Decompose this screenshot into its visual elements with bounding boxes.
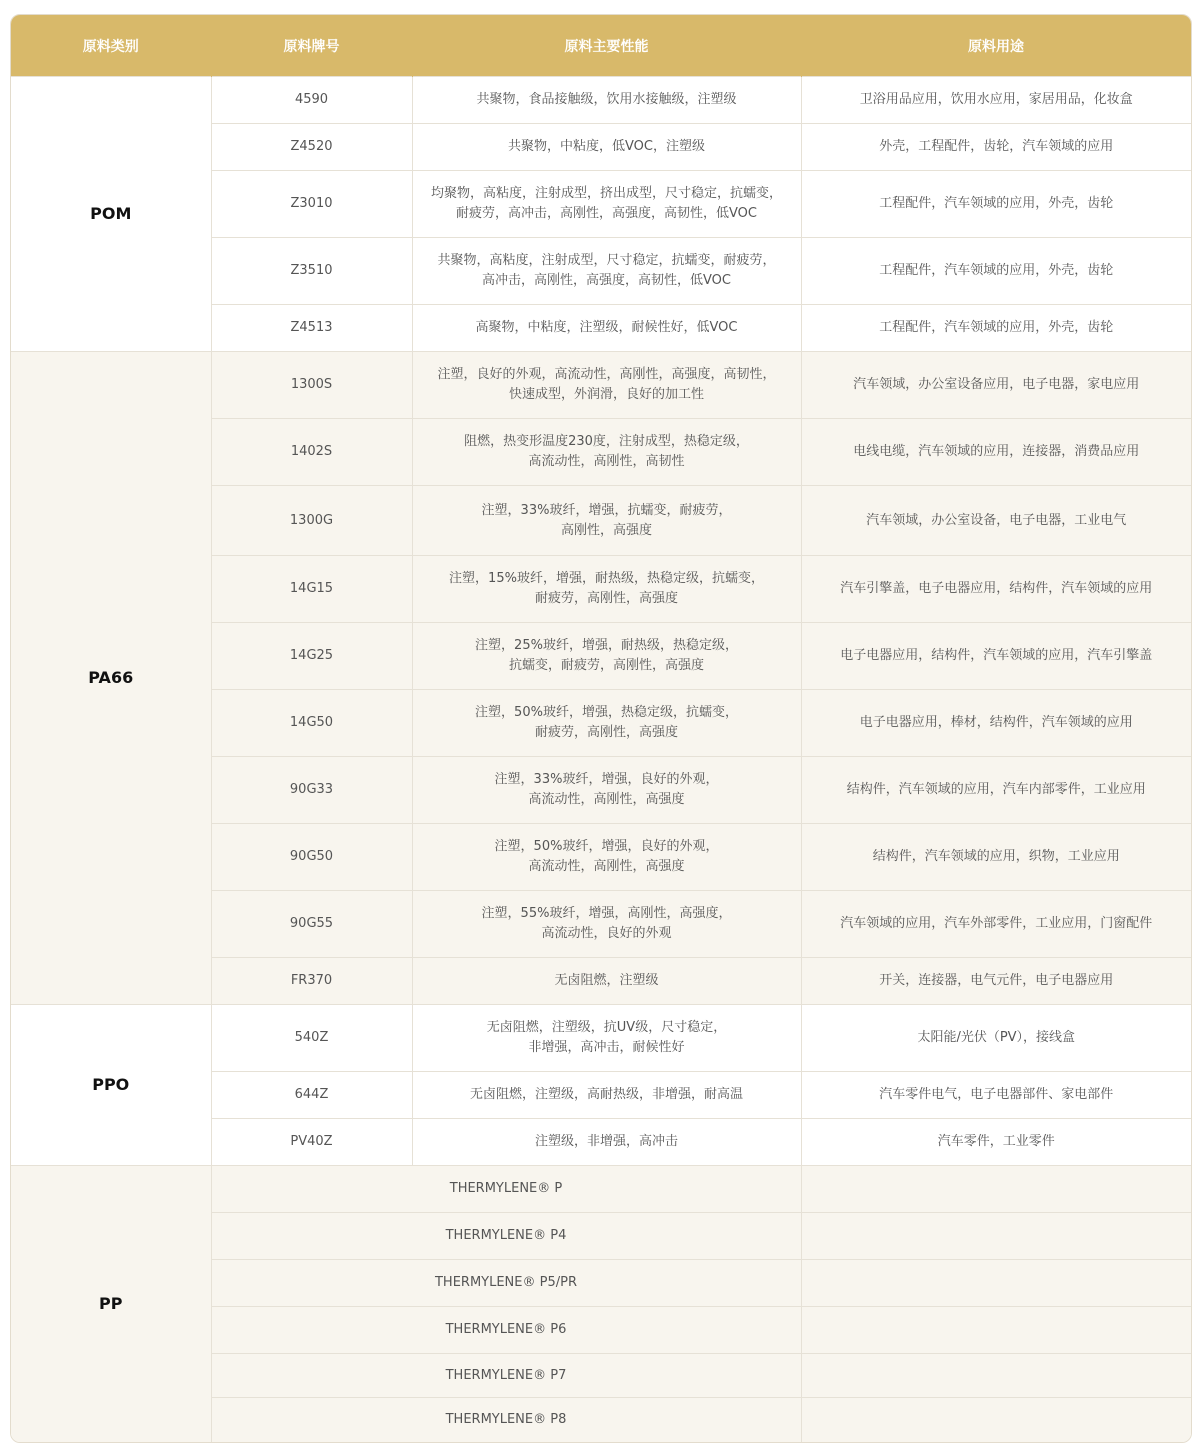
usage-cell [801,1398,1191,1442]
grade-cell: THERMYLENE® P7 [211,1354,801,1398]
grade-cell: THERMYLENE® P [211,1166,801,1213]
usage-cell: 工程配件，汽车领域的应用，外壳，齿轮 [801,238,1191,305]
grade-cell: 1402S [211,419,412,486]
grade-cell: THERMYLENE® P6 [211,1307,801,1354]
usage-cell: 电子电器应用，结构件，汽车领域的应用，汽车引擎盖 [801,623,1191,690]
properties-line: 注塑，33%玻纤，增强，抗蠕变，耐疲劳， [481,502,732,518]
header-usage: 原料用途 [801,15,1191,77]
usage-cell: 工程配件，汽车领域的应用，外壳，齿轮 [801,305,1191,352]
properties-cell [412,958,801,1005]
usage-cell [801,1166,1191,1213]
usage-cell [801,1260,1191,1307]
properties-cell [412,1005,801,1072]
usage-cell: 汽车领域，办公室设备，电子电器，工业电气 [801,486,1191,556]
properties-line: 注塑，25%玻纤，增强，耐热级，热稳定级， [475,638,738,653]
usage-cell: 汽车引擎盖，电子电器应用，结构件，汽车领域的应用 [801,556,1191,623]
table-row [11,1166,1191,1213]
properties-cell [412,124,801,171]
grade-cell: THERMYLENE® P4 [211,1213,801,1260]
properties-line: 快速成型，外润滑，良好的加工性 [508,387,704,402]
properties-line: 共聚物，高粘度，注射成型，尺寸稳定，抗蠕变，耐疲劳， [437,253,776,268]
properties-cell [412,1072,801,1119]
grade-cell: 14G25 [211,623,412,690]
usage-cell: 汽车零件，工业零件 [801,1119,1191,1166]
grade-cell: 90G55 [211,891,412,958]
header-grade: 原料牌号 [211,15,412,77]
properties-cell [412,891,801,958]
grade-cell: 14G15 [211,556,412,623]
usage-cell: 结构件，汽车领域的应用，汽车内部零件，工业应用 [801,757,1191,824]
properties-line: 高流动性，良好的外观 [541,926,672,941]
usage-cell: 开关，连接器，电气元件，电子电器应用 [801,958,1191,1005]
properties-cell [412,77,801,124]
properties-line: 耐疲劳，高刚性，高强度 [534,725,678,740]
properties-line: 耐疲劳，高刚性，高强度 [534,591,678,606]
grade-cell: 1300G [211,486,412,556]
header-properties: 原料主要性能 [412,15,801,77]
properties-line: 无卤阻燃，注塑级，高耐热级，非增强，耐高温 [469,1087,743,1102]
grade-cell: 1300S [211,352,412,419]
category-cell-ppo: PPO [11,1005,211,1166]
properties-line: 高刚性，高强度 [560,522,652,538]
usage-cell: 结构件，汽车领域的应用，织物，工业应用 [801,824,1191,891]
table-row [11,77,1191,124]
properties-line: 注塑，15%玻纤，增强，耐热级，热稳定级，抗蠕变， [449,571,764,586]
properties-cell [412,486,801,556]
grade-cell: THERMYLENE® P8 [211,1398,801,1442]
usage-cell: 外壳，工程配件，齿轮，汽车领域的应用 [801,124,1191,171]
grade-cell: FR370 [211,958,412,1005]
grade-cell: 14G50 [211,690,412,757]
usage-cell: 电线电缆，汽车领域的应用，连接器，消费品应用 [801,419,1191,486]
materials-table-container [10,14,1192,1443]
table-row [11,1005,1191,1072]
grade-cell: Z4520 [211,124,412,171]
properties-line: 高流动性，高刚性，高韧性 [528,454,685,469]
usage-cell: 汽车领域，办公室设备应用，电子电器，家电应用 [801,352,1191,419]
table-header-row [11,15,1191,77]
usage-cell: 汽车领域的应用，汽车外部零件，工业应用，门窗配件 [801,891,1191,958]
properties-line: 注塑，33%玻纤，增强，良好的外观， [494,772,719,787]
properties-cell [412,305,801,352]
properties-line: 抗蠕变，耐疲劳，高刚性，高强度 [508,658,704,673]
usage-cell: 工程配件，汽车领域的应用，外壳，齿轮 [801,171,1191,238]
usage-cell: 电子电器应用，棒材，结构件，汽车领域的应用 [801,690,1191,757]
grade-cell: 4590 [211,77,412,124]
properties-line: 注塑，55%玻纤，增强，高刚性，高强度， [481,906,732,921]
properties-line: 高聚物，中粘度，注塑级，耐候性好，低VOC [475,320,738,335]
usage-cell: 汽车零件电气，电子电器部件、家电部件 [801,1072,1191,1119]
grade-cell: 90G50 [211,824,412,891]
properties-cell [412,757,801,824]
usage-cell: 卫浴用品应用，饮用水应用，家居用品，化妆盒 [801,77,1191,124]
properties-line: 均聚物，高粘度，注射成型，挤出成型，尺寸稳定，抗蠕变， [430,186,782,201]
table-row [11,352,1191,419]
properties-cell [412,352,801,419]
properties-cell [412,171,801,238]
category-cell-pa66: PA66 [11,352,211,1005]
properties-line: 共聚物，中粘度，低VOC，注塑级 [508,139,705,154]
properties-cell [412,623,801,690]
grade-cell: THERMYLENE® P5/PR [211,1260,801,1307]
properties-cell [412,238,801,305]
properties-line: 非增强，高冲击，耐候性好 [528,1040,685,1055]
properties-line: 注塑，50%玻纤，增强，良好的外观， [494,839,719,854]
properties-line: 高冲击，高刚性，高强度，高韧性，低VOC [482,273,731,288]
properties-line: 高流动性，高刚性，高强度 [528,859,685,874]
properties-line: 共聚物，食品接触级，饮用水接触级，注塑级 [476,92,737,107]
usage-cell [801,1213,1191,1260]
properties-cell [412,690,801,757]
properties-cell [412,419,801,486]
category-cell-pom: POM [11,77,211,352]
properties-line: 注塑，50%玻纤，增强，热稳定级，抗蠕变， [475,705,738,720]
properties-line: 无卤阻燃，注塑级 [554,973,659,988]
grade-cell: Z3510 [211,238,412,305]
properties-line: 注塑级，非增强，高冲击 [534,1134,678,1149]
properties-cell [412,824,801,891]
usage-cell [801,1354,1191,1398]
properties-line: 无卤阻燃，注塑级，抗UV级，尺寸稳定， [486,1020,727,1035]
grade-cell: Z3010 [211,171,412,238]
properties-line: 阻燃，热变形温度230度，注射成型，热稳定级， [464,434,749,449]
properties-cell [412,556,801,623]
materials-table [11,15,1192,1442]
grade-cell: Z4513 [211,305,412,352]
usage-cell [801,1307,1191,1354]
properties-line: 耐疲劳，高冲击，高刚性，高强度，高韧性，低VOC [456,206,757,221]
grade-cell: 540Z [211,1005,412,1072]
grade-cell: PV40Z [211,1119,412,1166]
properties-line: 注塑，良好的外观，高流动性，高刚性，高强度，高韧性， [437,367,776,382]
properties-line: 高流动性，高刚性，高强度 [528,792,685,807]
grade-cell: 90G33 [211,757,412,824]
properties-cell [412,1119,801,1166]
grade-cell: 644Z [211,1072,412,1119]
header-category: 原料类别 [11,15,211,77]
usage-cell: 太阳能/光伏（PV），接线盒 [801,1005,1191,1072]
category-cell-pp: PP [11,1166,211,1442]
